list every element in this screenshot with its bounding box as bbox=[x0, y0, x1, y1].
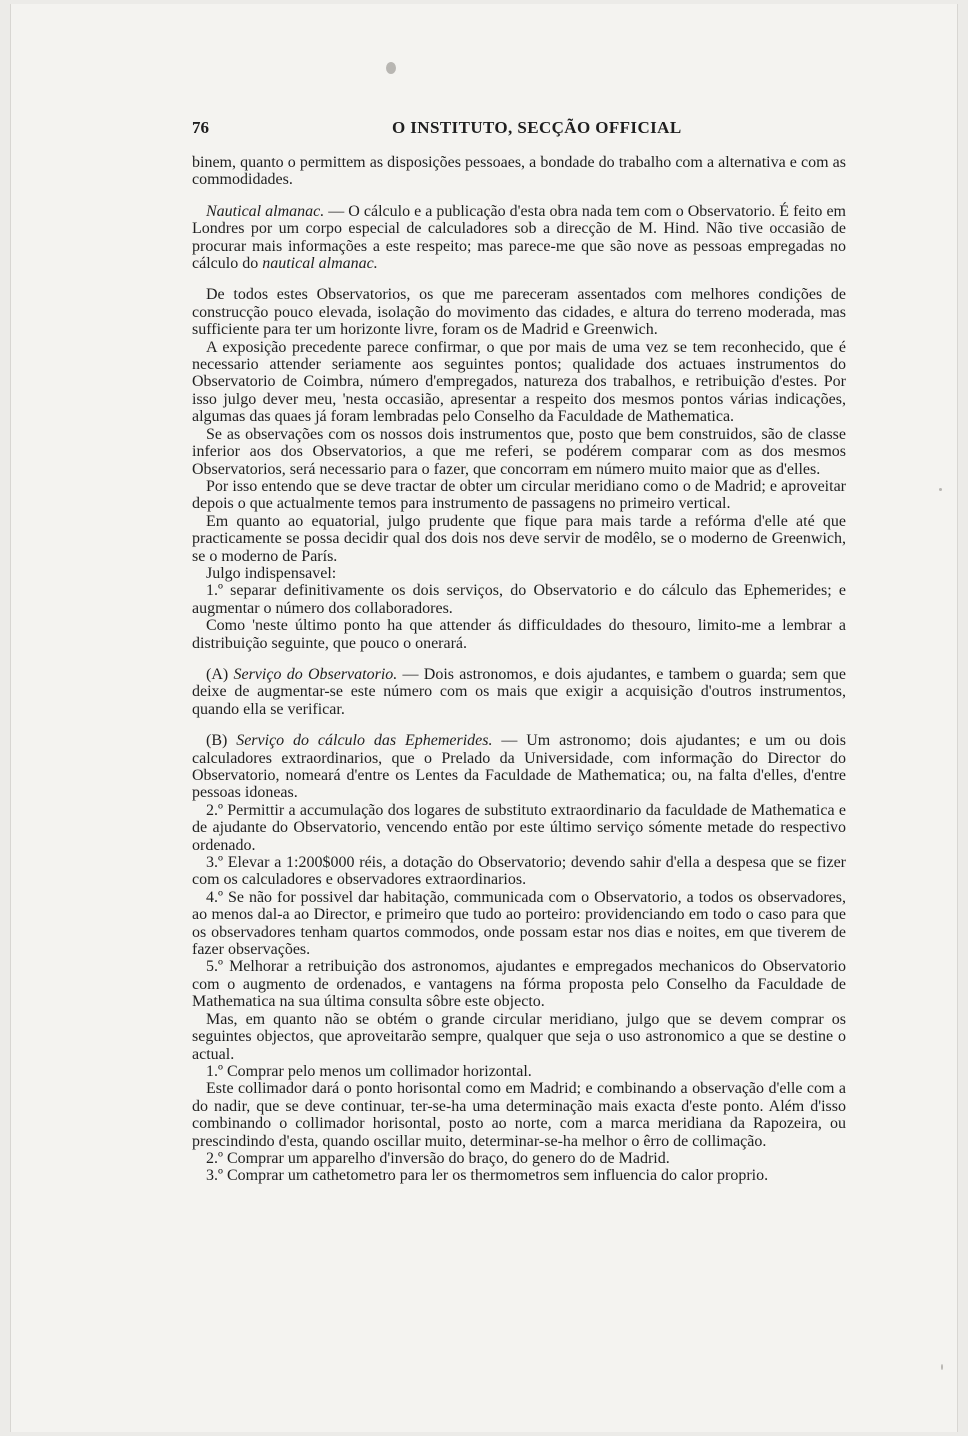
paragraph: 1.º Comprar pelo menos um collimador horizontal. bbox=[206, 1062, 532, 1080]
section-label: Nautical almanac. bbox=[206, 202, 325, 220]
paragraph: Este collimador dará o ponto horisontal como em Madrid; e combinando a observação d'elle com a do nadir, que se deve continuar, ter-se-ha uma determinação mais exacta d'este ponto. Além d'isso combinando o collimador horisontal, posto ao norte, com a marca meridiana da Rapozeira, ou prescindindo d'esta, quando oscillar muito, determinar-se-ha melhor o êrro de collimação. bbox=[192, 1080, 846, 1150]
article-body bbox=[192, 154, 846, 1185]
paragraph: 4.º Se não for possivel dar habitação, communicada com o Observatorio, a todos os observadores, ao menos dal-a ao Director, e primeiro que tudo ao porteiro: providenciando em todo o caso para que os observadores tenham quartos commodos, onde possam estar nos dias e noites, em que tiverem de fazer observações. bbox=[192, 888, 846, 959]
page-header bbox=[192, 118, 846, 140]
paragraph: A exposição precedente parece confirmar, o que por mais de uma vez se tem reconhecido, que é necessario attender seriamente aos seguintes pontos; qualidade dos actuaes instrumentos do Observatorio de Coimbra, número d'empregados, natureza dos trabalhos, e retribuição d'estes. Por isso julgo dever meu, 'nesta occasião, apresentar a respeito dos mesmos pontos várias indicações, algumas das quaes já foram lembradas pelo Conselho da Faculdade de Mathematica. bbox=[192, 338, 846, 426]
paragraph: Julgo indispensavel: bbox=[206, 564, 337, 582]
paragraph: (B) Serviço do cálculo das Ephemerides. — Um astronomo; dois ajudantes; e um ou dois calculadores extraordinarios, que o Prelado da Universidade, com informação do Director do Observatorio, nomeará d'entre os Lentes da Faculdade de Mathematica; ou, na falta d'elles, d'entre pessoas idoneas. bbox=[192, 732, 847, 802]
ink-speck bbox=[941, 1364, 943, 1370]
paragraph: 3.º Elevar a 1:200$000 réis, a dotação do Observatorio; devendo sahir d'ella a despesa que se fizer com os calculadores e observadores extraordinarios. bbox=[192, 854, 846, 889]
paragraph: 5.º Melhorar a retribuição dos astronomos, ajudantes e empregados mechanicos do Observatorio com o augmento de ordenados, e vantagens na fórma proposta pelo Conselho da Faculdade de Mathematica na sua última consulta sôbre este objecto. bbox=[192, 958, 846, 1011]
paragraph: Como 'neste último ponto ha que attender ás difficuldades do thesouro, limito-me a lembrar a distribuição seguinte, que pouco o onerará. bbox=[192, 617, 846, 652]
paragraph: De todos estes Observatorios, os que me pareceram assentados com melhores condições de construcção pouco elevada, isolação do movimento das cidades, e altura do terreno moderada, mas sufficiente para ter um horizonte livre, foram os de Madrid e Greenwich. bbox=[192, 286, 846, 339]
paragraph: Em quanto ao equatorial, julgo prudente que fique para mais tarde a refórma d'elle até que practicamente se possa decidir qual dos dois nos deve servir de modêlo, se o moderno de Greenwich, se o moderno de París. bbox=[192, 512, 846, 565]
paragraph: 1.º separar definitivamente os dois serviços, do Observatorio e do cálculo das Ephemerides; e augmentar o número dos collaboradores. bbox=[192, 582, 846, 617]
paragraph: Mas, em quanto não se obtém o grande circular meridiano, julgo que se devem comprar os seguintes objectos, que aproveitarão sempre, qualquer que seja o uso astronomico a que se destine o actual. bbox=[192, 1010, 846, 1063]
page-number: 76 bbox=[192, 118, 209, 137]
paragraph: Se as observações com os nossos dois instrumentos que, posto que bem construidos, são de classe inferior aos dos Observatorios, a que me referi, se podérem comparar com as dos mesmos Observatorios, será necessario para o fazer, que concorram em número muito maior que as d'elles. bbox=[192, 425, 846, 478]
section-label: Serviço do cálculo das Ephemerides. bbox=[236, 732, 493, 750]
ink-speck bbox=[939, 488, 942, 491]
paragraph: 2.º Permittir a accumulação dos logares de substituto extraordinario da faculdade de Mathematica e de ajudante do Observatorio, vencendo então por este último serviço sómente metade do respectivo ordenado. bbox=[192, 801, 846, 854]
paragraph: 3.º Comprar um cathetometro para ler os thermometros sem influencia do calor proprio. bbox=[206, 1167, 769, 1185]
paragraph: (A) Serviço do Observatorio. — Dois astronomos, e dois ajudantes, e tambem o guarda; sem que deixe de augmentar-se este número com os mais que exigir a acquisição d'outros instrumentos, quando ella se verificar. bbox=[192, 665, 846, 718]
ink-blot bbox=[386, 62, 396, 74]
paragraph: Nautical almanac. — O cálculo e a publicação d'esta obra nada tem com o Observatorio. É feito em Londres por um corpo especial de calculadores sob a direcção de M. Hind. Não tive occasião de procurar mais informações a este respeito; mas parece-me que são nove as pessoas empregadas no cálculo do nautical almanac. bbox=[192, 202, 846, 273]
paragraph: Por isso entendo que se deve tractar de obter um circular meridiano como o de Madrid; e aproveitar depois o que actualmente temos para instrumento de passagens no primeiro vertical. bbox=[192, 477, 846, 513]
section-label: Serviço do Observatorio. bbox=[233, 665, 398, 683]
running-title: O INSTITUTO, SECÇÃO OFFICIAL bbox=[392, 118, 682, 137]
paragraph: binem, quanto o permittem as disposições pessoaes, a bondade do trabalho com a alternativa e com as commodidades. bbox=[192, 154, 846, 189]
paragraph: 2.º Comprar um apparelho d'inversão do braço, do genero do de Madrid. bbox=[206, 1149, 670, 1167]
